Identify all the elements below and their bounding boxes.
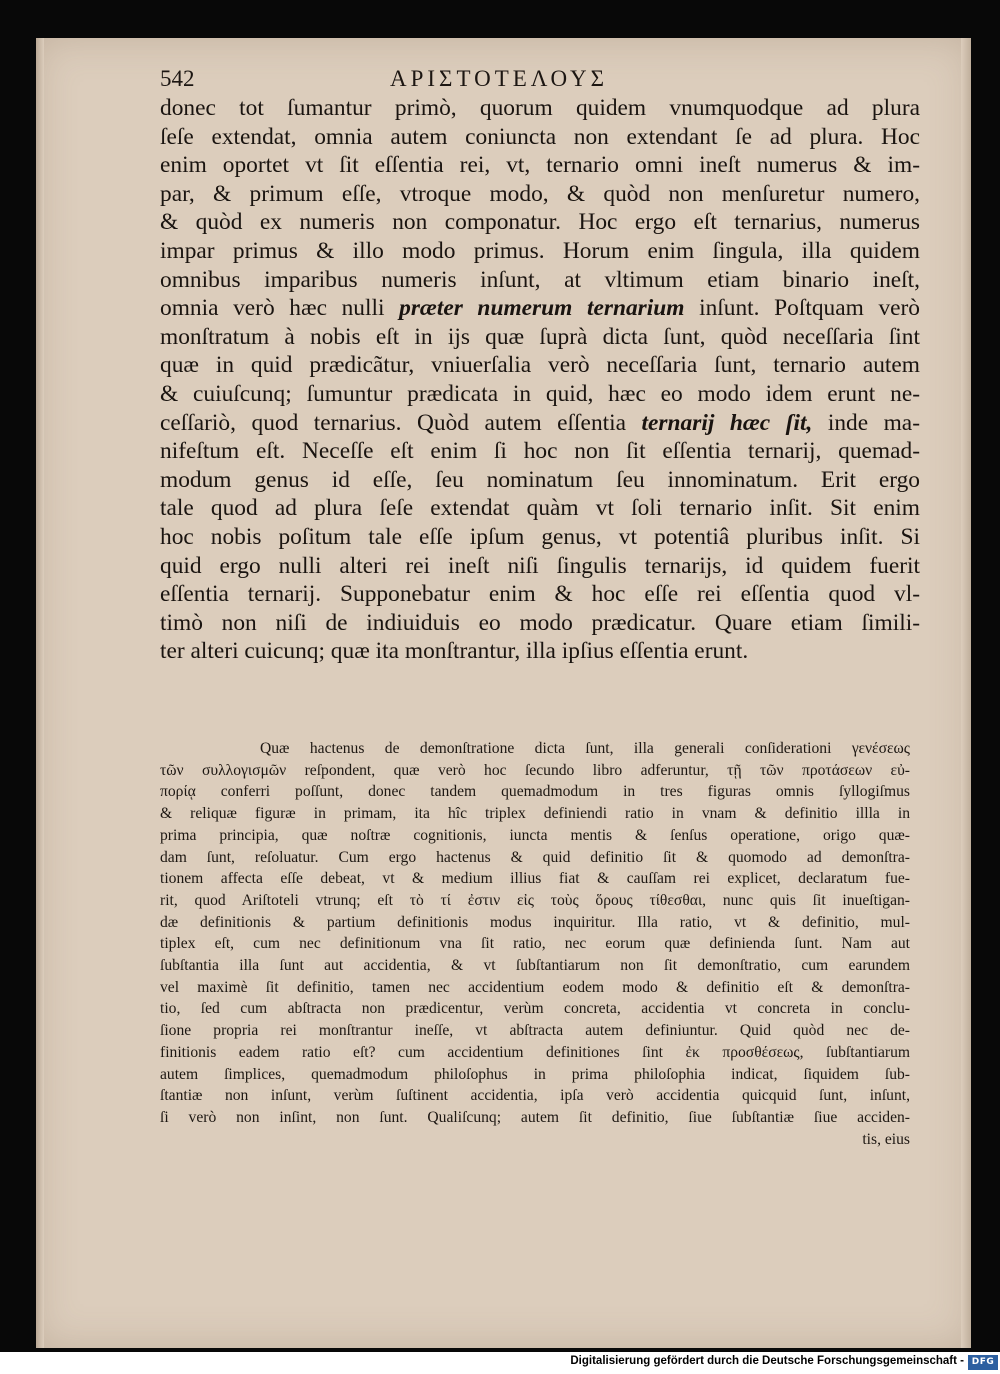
main-text-block (160, 94, 920, 666)
commentary-line: τῶν συλλογισμῶν reſpondent, quæ verò hoc ſecundo libro adferuntur, τῇ τῶν προτάσεων εὐ- (160, 761, 910, 779)
main-text-line: omnibus imparibus numeris inſunt, at vltimum etiam binario ineſt, (160, 266, 920, 293)
main-text-line: quæ in quid prædicãtur, vniuerſalia verò neceſſaria ſunt, ternario autem (160, 352, 920, 379)
main-text-line: monſtratum à nobis eſt in ijs quæ ſuprà dicta ſunt, quòd neceſſaria ſint (160, 323, 920, 350)
main-text-line: ſeſe extendat, omnia autem coniuncta non extendant ſe ad plura. Hoc (160, 123, 920, 150)
commentary-line: dam ſunt, reſoluatur. Cum ergo hactenus & quid definitio ſit & quomodo ad demonſtra- (160, 848, 910, 866)
dfg-logo: DFG (968, 1355, 998, 1370)
commentary-line: & reliquæ figuræ in primam, ita hîc triplex definiendi ratio in vnam & definitio illla in (160, 805, 910, 823)
main-text-line: ter alteri cuicunq; quæ ita monſtrantur, illa ipſius eſſentia erunt. (160, 638, 749, 665)
running-title: ΑΡΙΣΤΟΤΕΛΟΥΣ (390, 66, 608, 91)
main-text-line: timò non niſi de indiuiduis eo modo prædicatur. Quare etiam ſimili- (160, 609, 920, 636)
main-text-line: enim oportet vt ſit eſſentia rei, vt, ternario omni ineſt numerus & im- (160, 152, 920, 179)
commentary-line: ſi verò non inſint, non ſunt. Qualiſcunq; autem ſit definitio, ſiue ſubſtantiæ ſiue acciden- (160, 1108, 910, 1126)
italic-phrase: ternarij hæc ſit, (641, 409, 813, 436)
main-text-line: modum genus id eſſe, ſeu nominatum ſeu innominatum. Erit ergo (160, 466, 920, 493)
page-edge-left (36, 38, 44, 1348)
main-text-line: nifeſtum eſt. Neceſſe eſt enim ſi hoc non ſit eſſentia ternarij, quemad- (160, 438, 920, 465)
running-head (160, 66, 900, 96)
commentary-line: vel maximè ſit definitio, tamen nec accidentium eodem modo & definitio eſt & demonſtra- (160, 978, 910, 996)
main-text-line: eſſentia ternarij. Supponebatur enim & hoc eſſe rei eſſentia quod vl- (160, 581, 920, 608)
page-edge-right (961, 38, 971, 1348)
main-text-line: omnia verò hæc nulli præter numerum ternarium inſunt. Poſtquam verò (160, 295, 921, 322)
commentary-line: autem ſimplices, quemadmodum philoſophus in prima philoſophia indicat, ſiquidem ſub- (160, 1065, 910, 1083)
footer-credit: Digitalisierung gefördert durch die Deutsche Forschungsgemeinschaft - (570, 1355, 964, 1367)
commentary-line: ſtantiæ non inſunt, verùm ſuſtinent accidentia, ipſa verò accidentia quicquid ſunt, inſunt, (160, 1087, 910, 1105)
main-text-line: & cuiuſcunq; ſumuntur prædicata in quid, hæc eo modo idem erunt ne- (160, 380, 920, 407)
main-text-line: donec tot ſumantur primò, quorum quidem vnumquodque ad plura (160, 95, 920, 121)
main-text-line: & quòd ex numeris non componatur. Hoc ergo eſt ternarius, numerus (160, 209, 920, 236)
main-text-line: tale quod ad plura ſeſe extendat quàm vt ſoli ternario inſit. Sit enim (160, 495, 920, 522)
main-text-line: par, & primum eſſe, vtroque modo, & quòd non menſuretur numero, (160, 180, 920, 207)
commentary-line: prima principia, quæ noſtræ cognitionis, iuncta mentis & ſenſus operatione, origo quæ- (160, 826, 910, 844)
main-text-line: impar primus & illo modo primus. Horum enim ſingula, illa quidem (160, 237, 920, 264)
commentary-line: tio, ſed cum abſtracta non prædicentur, verùm concreta, accidentia vt concreta in conclu- (160, 1000, 910, 1018)
commentary-line: Quæ hactenus de demonſtratione dicta ſunt, illa generali conſiderationi γενέσεως (260, 740, 910, 757)
commentary-line: tiplex eſt, cum nec definitionum vna ſit ratio, nec eorum quæ definienda ſunt. Nam aut (160, 935, 910, 953)
commentary-line: finitionis eadem ratio eſt? cum accidentium definitiones ſint ἐκ προσθέσεως, ſubſtantiarum (160, 1043, 910, 1061)
italic-phrase: præter numerum ternarium (399, 295, 685, 322)
commentary-line: dæ definitionis & partium definitionis modus inquiritur. Illa ratio, vt & definitio, mul- (160, 913, 910, 931)
main-text-line: hoc nobis poſitum tale eſſe ipſum genus, vt potentiâ pluribus inſit. Si (160, 523, 920, 550)
footer-bar (0, 1352, 1000, 1374)
commentary-line: tis, eius (862, 1130, 910, 1148)
commentary-line: ſione propria rei monſtrantur ineſſe, vt abſtracta autem definiuntur. Quid quòd nec de- (160, 1022, 910, 1040)
main-text-line: quid ergo nulli alteri rei ineſt niſi ſingulis ternarijs, id quidem fuerit (160, 552, 920, 579)
commentary-line: rit, quod Ariſtoteli vtrunq; eſt τὸ τί ἐστιν εἰς τοὺς ὅρους τίθεσθαι, nunc quis ſit inueſtigan- (160, 891, 910, 909)
commentary-line: ſubſtantia illa ſunt aut accidentia, & vt ſubſtantiarum non ſit demonſtratio, cum earundem (160, 957, 910, 975)
main-text-line: ceſſariò, quod ternarius. Quòd autem eſſentia ternarij hæc ſit, inde ma- (160, 409, 920, 436)
commentary-block (160, 738, 910, 1150)
page-number: 542 (160, 66, 195, 91)
commentary-line: πορίᾳ conferri poſſunt, donec tandem quemadmodum in tres figuras omnis ſyllogiſmus (160, 783, 910, 801)
commentary-line: tionem affecta eſſe debeat, vt & medium illius fiat & cauſſam rei explicet, declaratum fue- (160, 870, 910, 888)
